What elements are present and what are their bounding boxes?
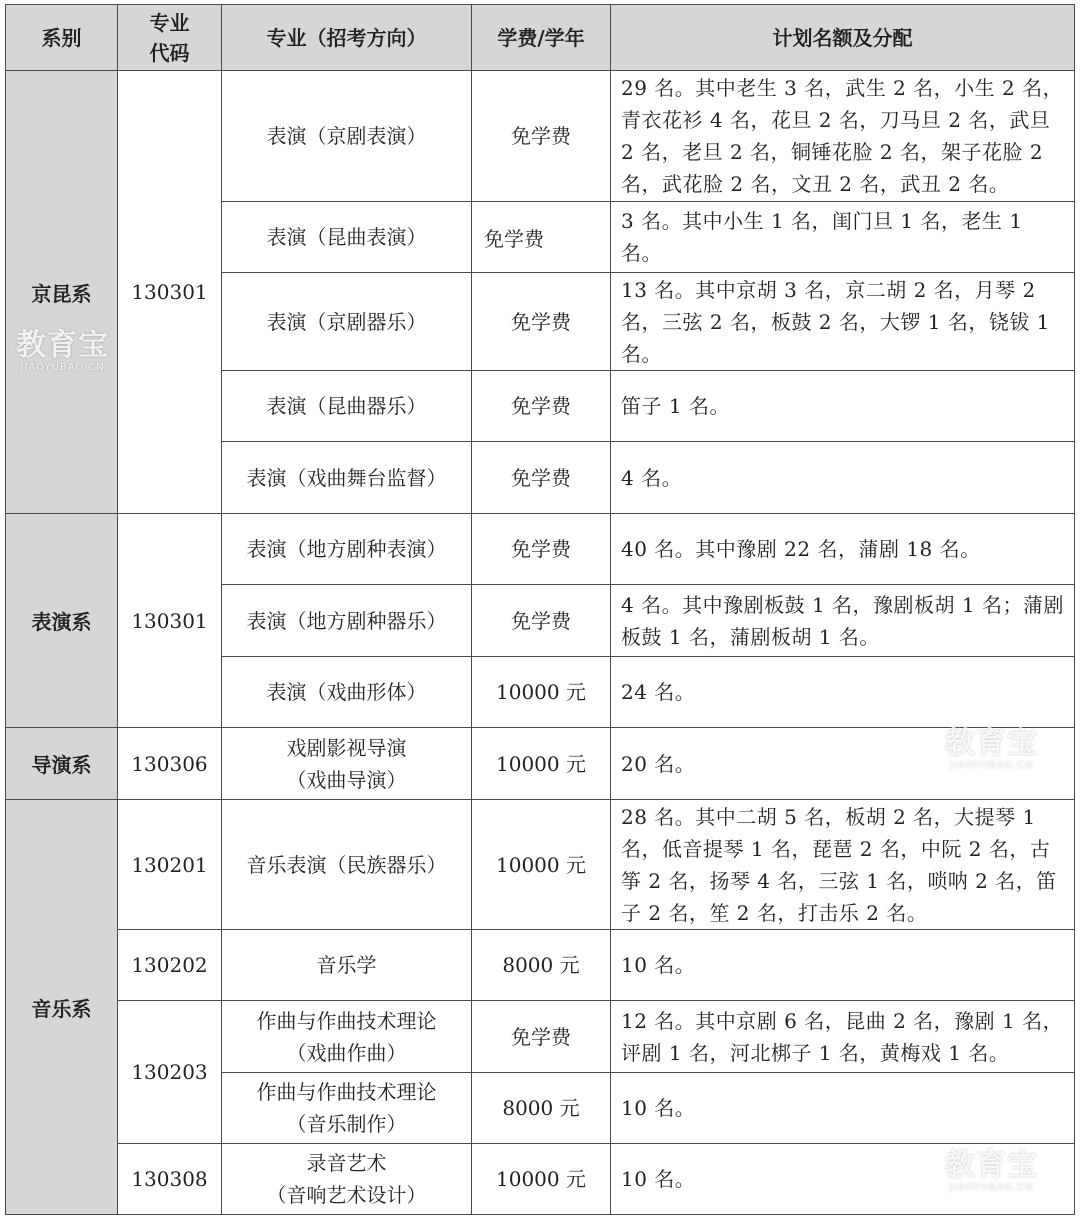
header-fee: 学费/学年 <box>472 5 611 71</box>
table-row <box>6 1001 1075 1073</box>
code-cell: 130301 <box>118 71 222 514</box>
major-cell: 表演（昆曲表演） <box>222 202 472 273</box>
header-major: 专业（招考方向） <box>222 5 472 71</box>
quota-cell: 40 名。其中豫剧 22 名，蒲剧 18 名。 <box>611 514 1075 585</box>
fee-cell: 8000 元 <box>472 930 611 1001</box>
header-row <box>6 5 1075 71</box>
header-quota: 计划名额及分配 <box>611 5 1075 71</box>
major-cell: 表演（京剧器乐） <box>222 273 472 371</box>
quota-cell: 3 名。其中小生 1 名，闺门旦 1 名，老生 1 名。 <box>611 202 1075 273</box>
major-cell: 表演（戏曲形体） <box>222 657 472 728</box>
dept-cell: 导演系 <box>6 728 118 800</box>
major-cell: 音乐表演（民族器乐） <box>222 800 472 930</box>
major-cell: 音乐学 <box>222 930 472 1001</box>
major-cell: 表演（地方剧种器乐） <box>222 585 472 657</box>
table-row <box>6 71 1075 202</box>
major-cell: 表演（京剧表演） <box>222 71 472 202</box>
code-cell: 130201 <box>118 800 222 930</box>
code-cell: 130301 <box>118 514 222 728</box>
quota-cell: 10 名。 <box>611 1073 1075 1144</box>
watermark-name: 教育宝 <box>16 328 109 363</box>
dept-cell: 表演系 <box>6 514 118 728</box>
quota-cell: 13 名。其中京胡 3 名，京二胡 2 名，月琴 2 名，三弦 2 名，板鼓 2 名，大锣 1 名，铙钹 1 名。 <box>611 273 1075 371</box>
fee-cell: 免学费 <box>472 514 611 585</box>
quota-cell: 4 名。 <box>611 442 1075 514</box>
fee-cell: 免学费 <box>472 1001 611 1073</box>
fee-cell: 免学费 <box>472 71 611 202</box>
fee-cell: 免学费 <box>472 202 611 273</box>
major-cell <box>222 1001 472 1073</box>
quota-cell: 笛子 1 名。 <box>611 371 1075 442</box>
watermark-domain: JIAOYUBAO.CN <box>20 362 105 373</box>
dept-cell: 京昆系 <box>6 71 118 514</box>
quota-cell: 28 名。其中二胡 5 名，板胡 2 名，大提琴 1 名，低音提琴 1 名，琵琶 2 名，中阮 2 名，古筝 2 名，扬琴 4 名，三弦 1 名，唢呐 2 名，笛子 2 名，笙 2 名，打击乐 2 名。 <box>611 800 1075 930</box>
major-line: （音乐制作） <box>286 1112 407 1136</box>
table-row <box>6 514 1075 585</box>
watermark-domain: JIAOYUBAO.CN <box>949 1182 1034 1193</box>
major-cell: 表演（地方剧种表演） <box>222 514 472 585</box>
major-line: 戏剧影视导演 <box>286 735 407 760</box>
header-code: 专业代码 <box>118 5 222 71</box>
major-line: （戏曲导演） <box>286 767 407 792</box>
quota-cell: 10 名。 <box>611 930 1075 1001</box>
quota-cell: 20 名。 <box>611 728 1075 800</box>
major-cell: 表演（昆曲器乐） <box>222 371 472 442</box>
watermark-name: 教育宝 <box>945 726 1038 761</box>
fee-cell: 10000 元 <box>472 1144 611 1215</box>
major-line: 作曲与作曲技术理论 <box>256 1080 437 1104</box>
quota-cell: 29 名。其中老生 3 名，武生 2 名，小生 2 名，青衣花衫 4 名，花旦 2 名，刀马旦 2 名，武旦 2 名，老旦 2 名，铜锤花脸 2 名，架子花脸 2 名，武花脸 2 名，文丑 2 名，武丑 2 名。 <box>611 71 1075 202</box>
table-row <box>6 1144 1075 1215</box>
quota-cell: 24 名。 <box>611 657 1075 728</box>
header-dept: 系别 <box>6 5 118 71</box>
fee-cell: 10000 元 <box>472 657 611 728</box>
fee-cell: 免学费 <box>472 371 611 442</box>
major-line: 录音艺术 <box>306 1151 387 1175</box>
table-row <box>6 930 1075 1001</box>
quota-cell: 12 名。其中京剧 6 名，昆曲 2 名，豫剧 1 名，评剧 1 名，河北梆子 1 名，黄梅戏 1 名。 <box>611 1001 1075 1073</box>
watermark-name: 教育宝 <box>945 1148 1038 1183</box>
quota-cell: 4 名。其中豫剧板鼓 1 名，豫剧板胡 1 名；蒲剧板鼓 1 名，蒲剧板胡 1 名。 <box>611 585 1075 657</box>
major-line: 作曲与作曲技术理论 <box>256 1008 437 1033</box>
major-cell <box>222 1144 472 1215</box>
major-line: （音响艺术设计） <box>266 1183 427 1207</box>
fee-cell: 10000 元 <box>472 728 611 800</box>
code-cell: 130202 <box>118 930 222 1001</box>
admissions-plan-table <box>5 4 1075 1215</box>
table-row <box>6 728 1075 800</box>
fee-cell: 免学费 <box>472 442 611 514</box>
code-cell: 130306 <box>118 728 222 800</box>
fee-cell: 免学费 <box>472 585 611 657</box>
dept-cell: 音乐系 <box>6 800 118 1215</box>
major-cell <box>222 1073 472 1144</box>
fee-cell: 10000 元 <box>472 800 611 930</box>
major-cell: 表演（戏曲舞台监督） <box>222 442 472 514</box>
watermark-domain: JIAOYUBAO.CN <box>949 760 1034 771</box>
code-cell: 130203 <box>118 1001 222 1144</box>
table-row <box>6 800 1075 930</box>
code-cell: 130308 <box>118 1144 222 1215</box>
major-cell <box>222 728 472 800</box>
major-line: （戏曲作曲） <box>286 1040 407 1065</box>
fee-cell: 免学费 <box>472 273 611 371</box>
quota-cell: 10 名。 <box>611 1144 1075 1215</box>
fee-cell: 8000 元 <box>472 1073 611 1144</box>
admissions-table-container <box>5 4 1074 1215</box>
